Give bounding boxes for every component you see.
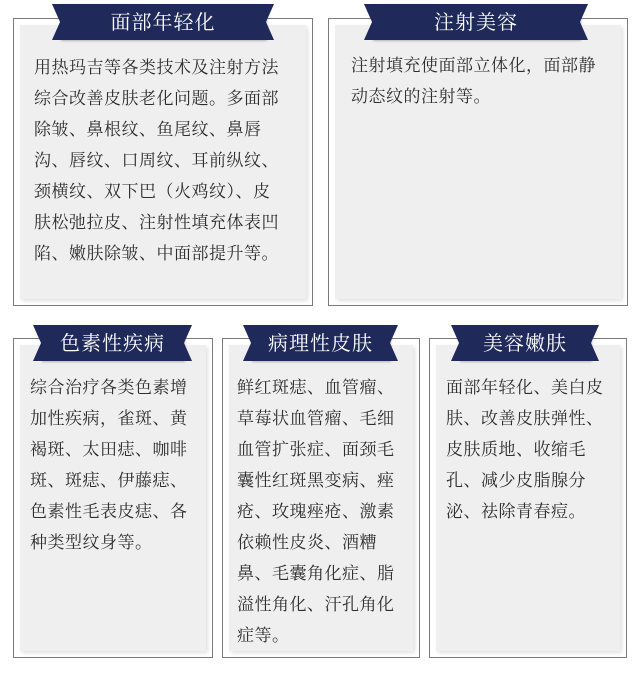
text-line: 色素性毛表皮痣、各	[30, 502, 188, 522]
text-line: 症等。	[237, 626, 290, 646]
tag-pathological-skin: 病理性皮肤	[251, 325, 390, 361]
card-body-pigmentation	[30, 373, 208, 559]
text-line: 陷、嫩肤除皱、中面部提升等。	[34, 244, 279, 264]
card-body-injection-cosmetic	[351, 51, 619, 113]
text-line: 囊性红斑黑变病、痤	[237, 471, 395, 491]
text-line: 用热玛吉等各类技术及注射方法	[34, 58, 279, 78]
text-line: 肤、改善皮肤弹性、	[446, 409, 604, 429]
card-injection-cosmetic	[328, 18, 628, 306]
text-line: 沟、唇纹、口周纹、耳前纵纹、	[34, 151, 279, 171]
tag-injection-cosmetic: 注射美容	[372, 4, 580, 40]
text-line: 草莓状血管瘤、毛细	[237, 409, 395, 429]
text-line: 褐斑、太田痣、咖啡	[30, 440, 188, 460]
tag-facial-rejuvenation: 面部年轻化	[60, 4, 266, 40]
card-pigmentation	[13, 338, 213, 658]
card-body-facial-rejuvenation	[34, 53, 302, 270]
text-line: 除皱、鼻根纹、鱼尾纹、鼻唇	[34, 120, 262, 140]
text-line: 疮、玫瑰痤疮、激素	[237, 502, 395, 522]
card-facial-rejuvenation	[13, 18, 313, 306]
tag-skin-rejuvenation: 美容嫩肤	[459, 325, 591, 361]
card-pathological-skin	[222, 338, 420, 658]
text-line: 肤松弛拉皮、注射性填充体表凹	[34, 213, 279, 233]
text-line: 泌、祛除青春痘。	[446, 502, 586, 522]
text-line: 鼻、毛囊角化症、脂	[237, 564, 395, 584]
text-line: 注射填充使面部立体化，面部静	[351, 56, 596, 76]
text-line: 溢性角化、汗孔角化	[237, 595, 395, 615]
text-line: 综合改善皮肤老化问题。多面部	[34, 89, 279, 109]
text-line: 皮肤质地、收缩毛	[446, 440, 586, 460]
text-line: 动态纹的注射等。	[351, 87, 491, 107]
card-skin-rejuvenation	[429, 338, 627, 658]
text-line: 血管扩张症、面颈毛	[237, 440, 395, 460]
card-body-skin-rejuvenation	[446, 373, 622, 528]
text-line: 鲜红斑痣、血管瘤、	[237, 378, 395, 398]
text-line: 依赖性皮炎、酒糟	[237, 533, 377, 553]
card-body-pathological-skin	[237, 373, 415, 652]
text-line: 孔、减少皮脂腺分	[446, 471, 586, 491]
text-line: 综合治疗各类色素增	[30, 378, 188, 398]
text-line: 面部年轻化、美白皮	[446, 378, 604, 398]
tag-pigmentation: 色素性疾病	[41, 325, 184, 361]
text-line: 斑、斑痣、伊藤痣、	[30, 471, 188, 491]
text-line: 加性疾病，雀斑、黄	[30, 409, 188, 429]
text-line: 颈横纹、双下巴（火鸡纹）、皮	[34, 182, 271, 202]
text-line: 种类型纹身等。	[30, 533, 153, 553]
